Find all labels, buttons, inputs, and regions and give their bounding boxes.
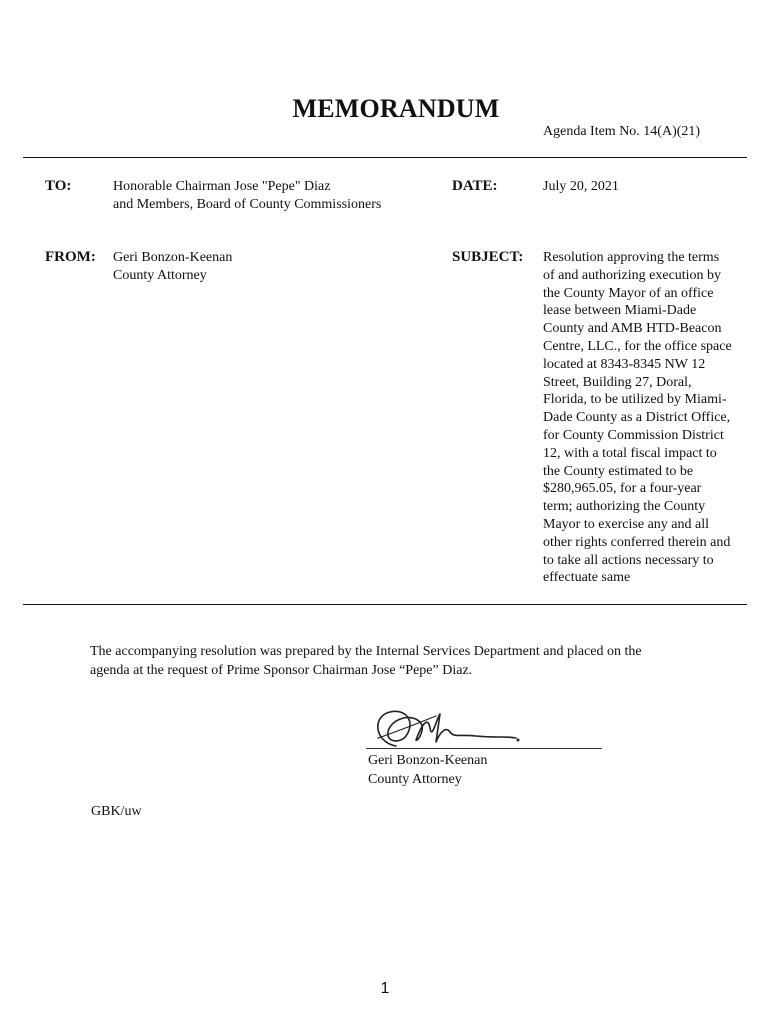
page-number: 1 [380, 980, 390, 997]
to-recipient [113, 178, 381, 214]
subject-line: Street, Building 27, Doral, [543, 374, 692, 390]
date-label: DATE: [452, 178, 498, 194]
subject-line: to take all actions necessary to [543, 552, 714, 568]
from-line-1: Geri Bonzon-Keenan [113, 250, 233, 265]
to-line-2: and Members, Board of County Commissioners [113, 197, 382, 212]
subject-line: Dade County as a District Office, [543, 410, 731, 426]
from-line-2: County Attorney [113, 268, 207, 283]
subject-line: Mayor to exercise any and all [543, 516, 709, 532]
body-line-2: agenda at the request of Prime Sponsor Chairman Jose “Pepe” Diaz. [90, 662, 473, 678]
subject-line: located at 8343-8345 NW 12 [543, 356, 706, 372]
subject-line: the County Mayor of an office [543, 285, 714, 301]
subject-line: for County Commission District [543, 427, 724, 443]
agenda-item-number: Agenda Item No. 14(A)(21) [543, 124, 701, 139]
to-label: TO: [45, 178, 72, 194]
signature-line [366, 748, 602, 749]
subject-line: of and authorizing execution by [543, 267, 722, 283]
subject-line: effectuate same [543, 570, 631, 586]
subject-line: Resolution approving the terms [543, 250, 720, 265]
signer-title: County Attorney [368, 772, 462, 787]
subject-line: County and AMB HTD-Beacon [543, 321, 722, 337]
body-divider [23, 604, 747, 605]
subject-label: SUBJECT: [452, 249, 524, 265]
memo-title: MEMORANDUM [292, 94, 500, 123]
typist-initials: GBK/uw [91, 804, 142, 819]
subject-line: lease between Miami-Dade [543, 303, 697, 319]
from-sender [113, 249, 232, 285]
subject-line: Florida, to be utilized by Miami- [543, 392, 727, 408]
subject-line: $280,965.05, for a four-year [543, 481, 702, 497]
subject-line: the County estimated to be [543, 463, 694, 479]
body-line-1: The accompanying resolution was prepared by the Internal Services Department and placed on the [90, 644, 642, 659]
subject-line: 12, with a total fiscal impact to [543, 445, 717, 461]
from-label: FROM: [45, 249, 96, 265]
subject-text [543, 249, 753, 587]
signer-name: Geri Bonzon-Keenan [368, 753, 488, 768]
to-line-1: Honorable Chairman Jose "Pepe" Diaz [113, 179, 331, 194]
subject-line: other rights conferred therein and [543, 534, 731, 550]
subject-line: term; authorizing the County [543, 499, 706, 515]
signer-block [368, 751, 487, 789]
date-value: July 20, 2021 [543, 179, 619, 194]
header-divider [23, 157, 747, 158]
handwritten-signature [366, 702, 606, 754]
subject-line: Centre, LLC., for the office space [543, 338, 732, 354]
memo-body [90, 643, 690, 680]
